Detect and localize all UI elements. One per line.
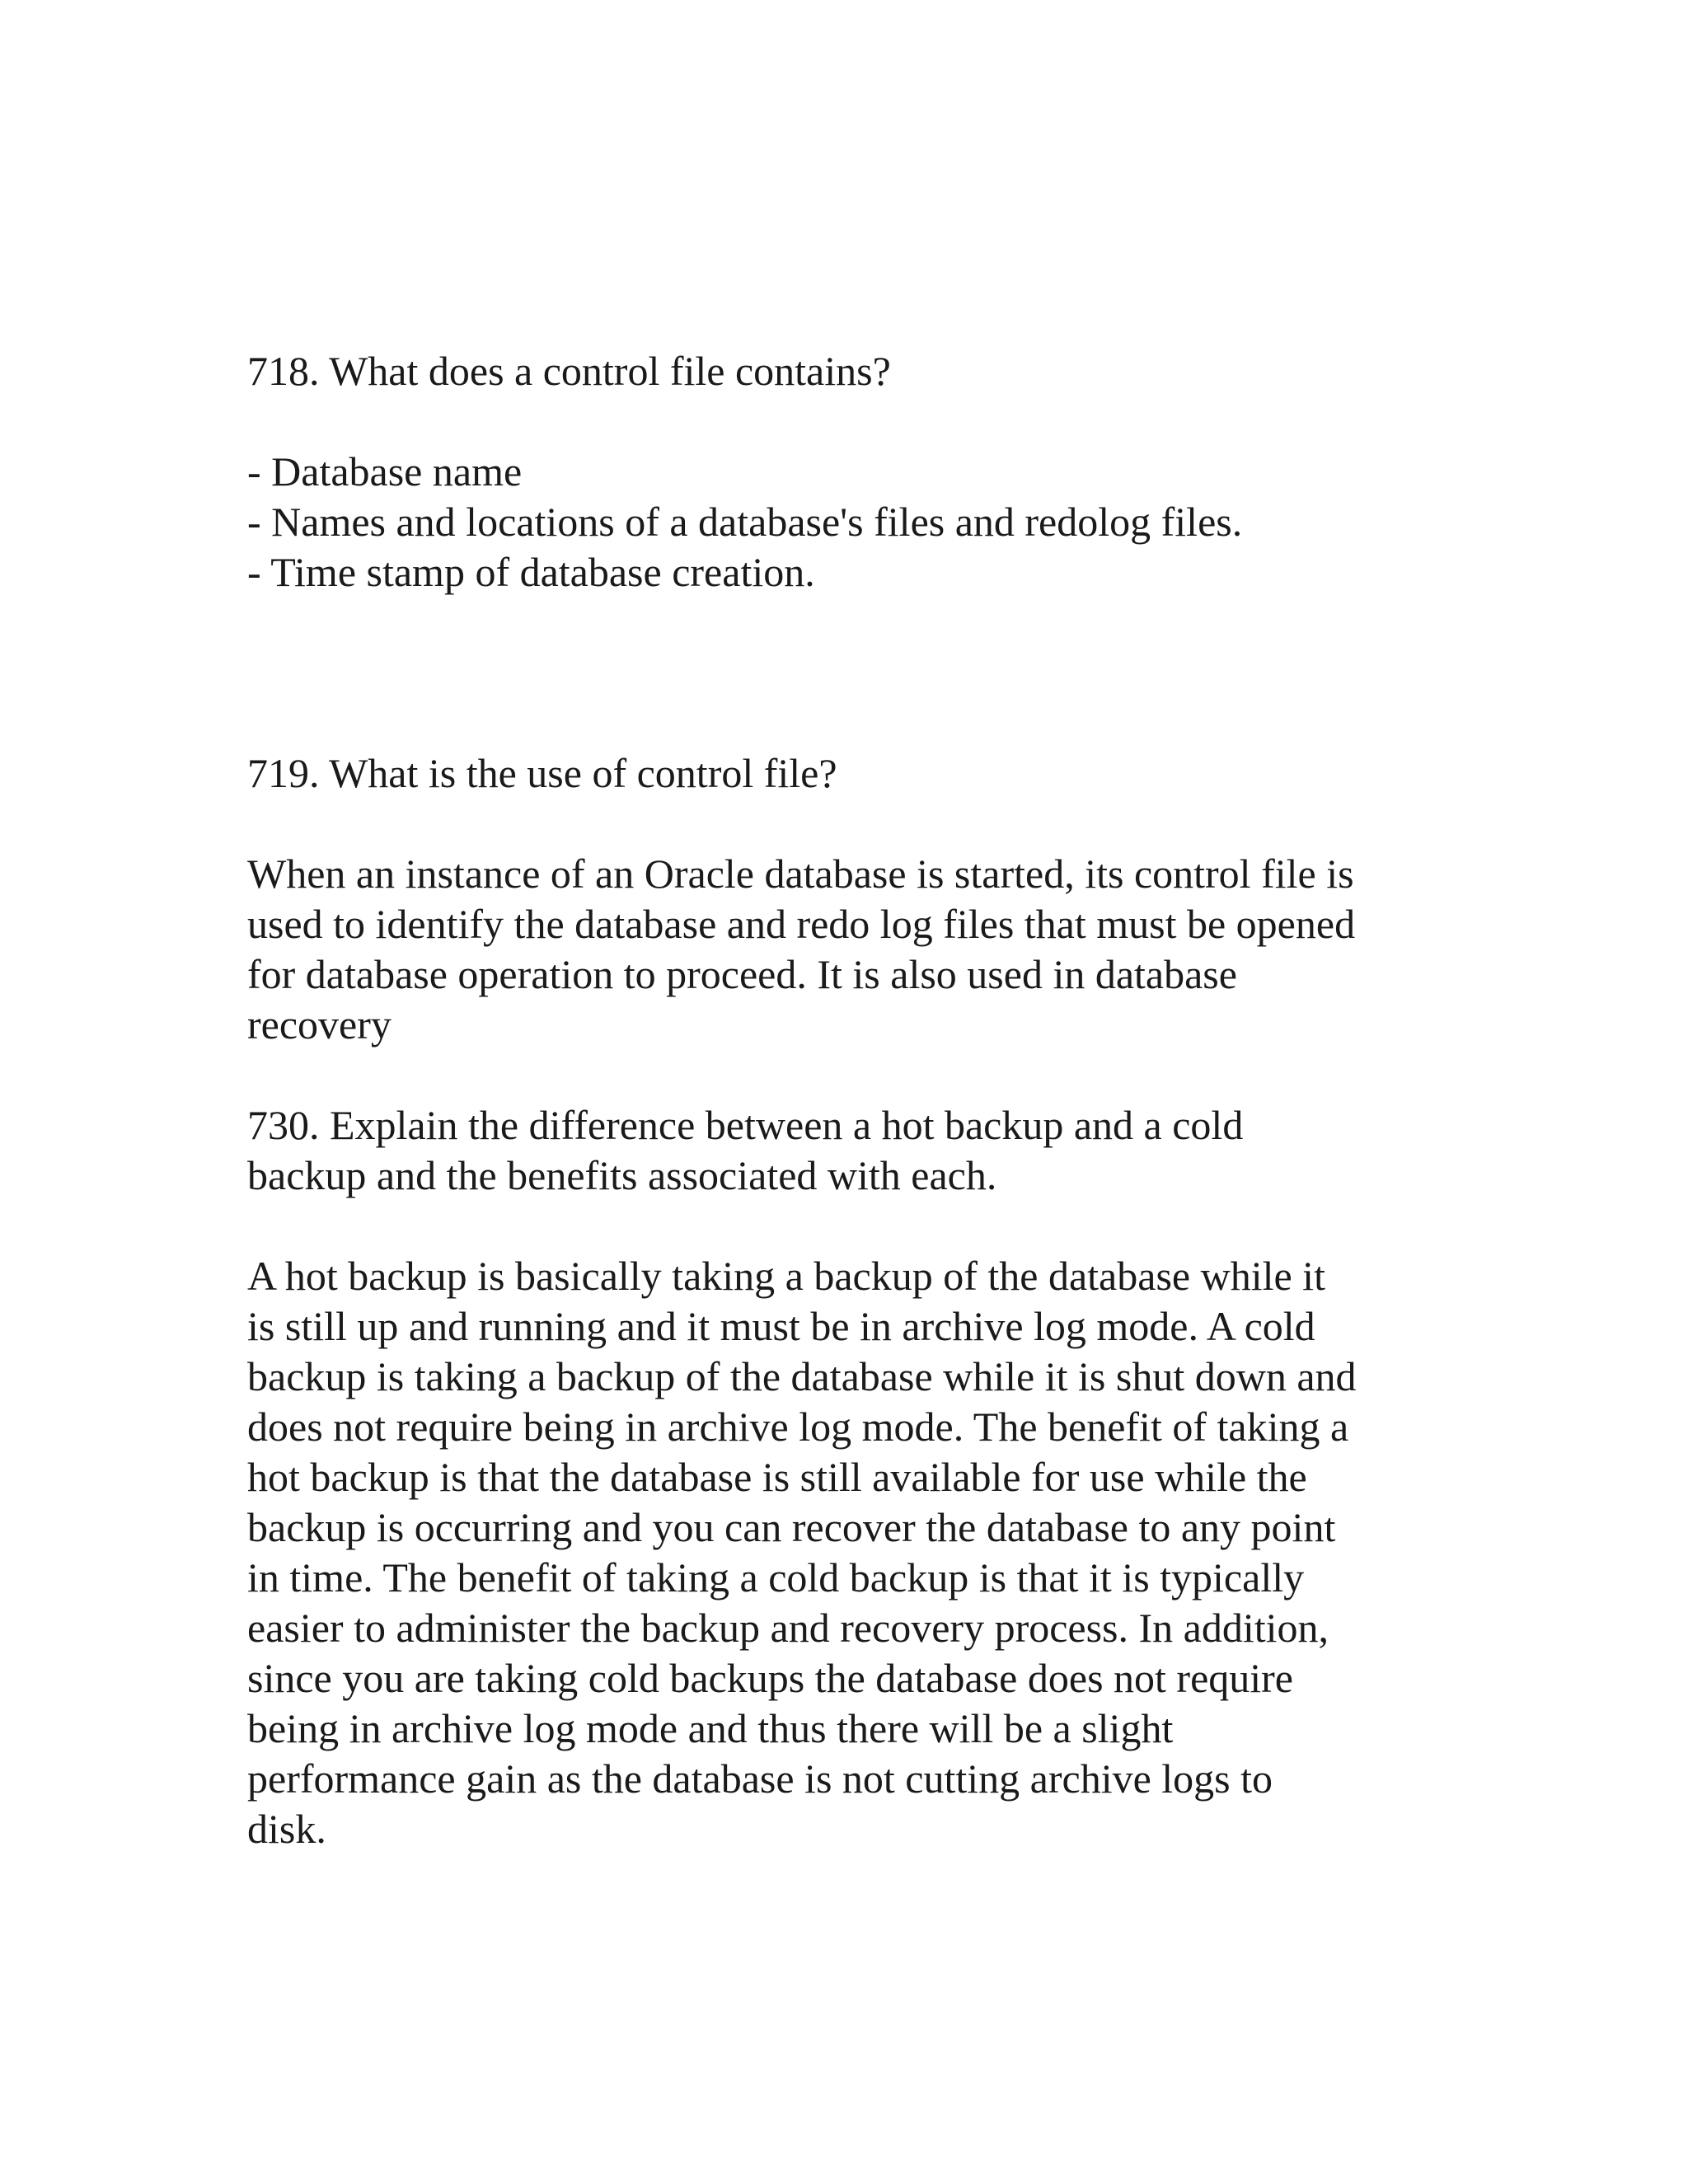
answer-line: backup is occurring and you can recover the database to any point — [247, 1504, 1336, 1550]
list-item: - Database name — [247, 448, 523, 494]
question-718-list — [247, 447, 1451, 598]
question-719-title: 719. What is the use of control file? — [247, 750, 837, 796]
spacer — [247, 598, 1451, 748]
answer-line: performance gain as the database is not cutting archive logs to — [247, 1755, 1273, 1802]
answer-line: backup is taking a backup of the database while it is shut down and — [247, 1353, 1357, 1399]
answer-line: for database operation to proceed. It is also used in database — [247, 951, 1237, 997]
answer-line: since you are taking cold backups the database does not require — [247, 1655, 1293, 1701]
spacer — [247, 799, 1451, 849]
answer-line: disk. — [247, 1806, 326, 1852]
answer-line: easier to administer the backup and recovery process. In addition, — [247, 1605, 1329, 1651]
answer-line: hot backup is that the database is still available for use while the — [247, 1454, 1307, 1500]
answer-line: recovery — [247, 1001, 392, 1047]
list-item: - Names and locations of a database's files and redolog files. — [247, 499, 1243, 545]
title-line: backup and the benefits associated with each. — [247, 1152, 997, 1198]
answer-line: When an instance of an Oracle database is started, its control file is — [247, 851, 1354, 897]
answer-line: in time. The benefit of taking a cold backup is that it is typically — [247, 1554, 1305, 1601]
answer-line: used to identify the database and redo log files that must be opened — [247, 901, 1356, 947]
spacer — [247, 1201, 1451, 1251]
list-item: - Time stamp of database creation. — [247, 549, 815, 595]
answer-line: does not require being in archive log mode. The benefit of taking a — [247, 1404, 1349, 1450]
question-730-title — [247, 1100, 1451, 1201]
question-730-answer — [247, 1251, 1451, 1854]
answer-line: A hot backup is basically taking a backup of the database while it — [247, 1253, 1325, 1299]
title-line: 730. Explain the difference between a hot backup and a cold — [247, 1102, 1244, 1148]
question-719-answer — [247, 849, 1451, 1050]
document-body — [247, 346, 1451, 1854]
question-718-title: 718. What does a control file contains? — [247, 348, 891, 394]
answer-line: is still up and running and it must be in archive log mode. A cold — [247, 1303, 1315, 1349]
spacer — [247, 1050, 1451, 1100]
spacer — [247, 396, 1451, 447]
answer-line: being in archive log mode and thus there will be a slight — [247, 1705, 1174, 1751]
